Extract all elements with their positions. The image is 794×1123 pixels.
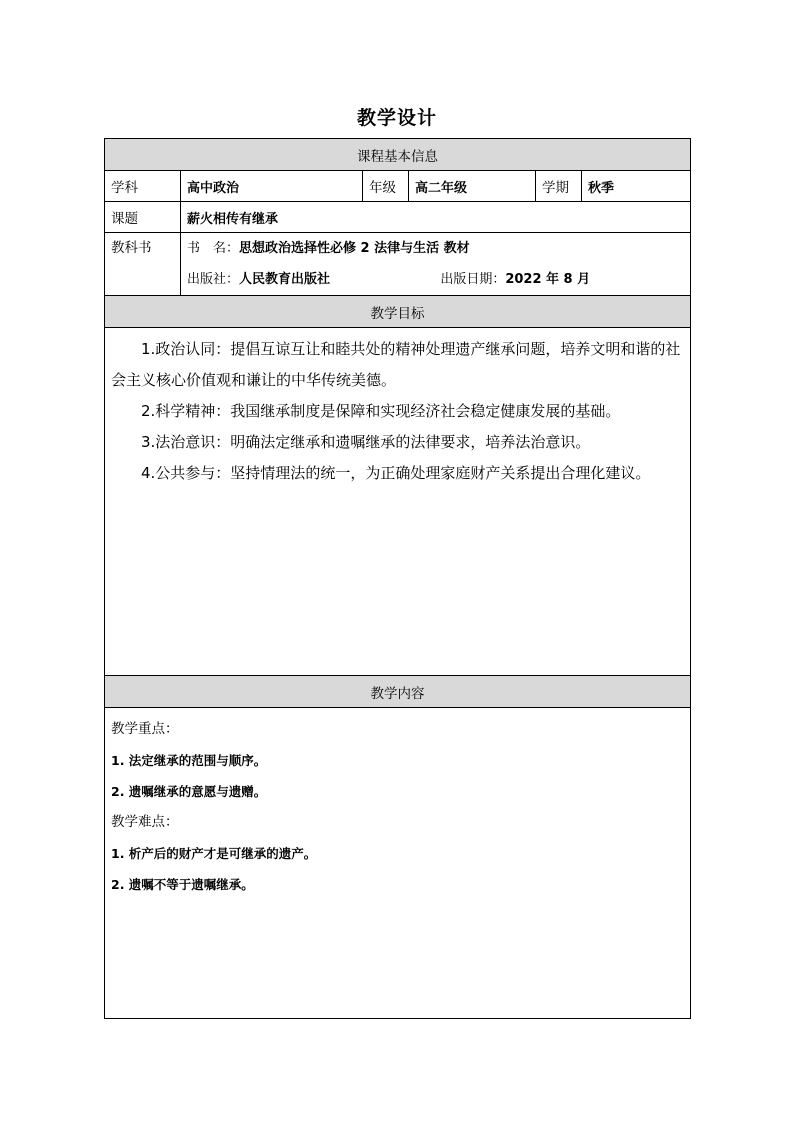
grade-value: 高二年级	[409, 171, 536, 202]
difficulties-label: 教学难点：	[111, 814, 179, 830]
textbook-label-text: 教科书	[111, 240, 152, 256]
objective-item: 1.政治认同：提倡互谅互让和睦共处的精神处理遗产继承问题，培养文明和谐的社会主义核心价值观和谦让的中华传统美德。	[111, 340, 681, 389]
publisher-prefix: 出版社：	[187, 272, 240, 287]
publisher-name: 人民教育出版社	[239, 272, 331, 287]
subject-label: 学科	[105, 171, 181, 202]
objectives-header: 教学目标	[105, 296, 691, 328]
page-title: 教学设计	[356, 107, 437, 129]
key-point-item: 2. 遗嘱继承的意愿与遗赠。	[111, 784, 267, 799]
difficulty-item: 2. 遗嘱不等于遗嘱继承。	[111, 877, 254, 892]
textbook-info	[181, 233, 691, 296]
difficulty-item: 1. 析产后的财产才是可继承的遗产。	[111, 846, 317, 861]
basic-info-header: 课程基本信息	[105, 139, 691, 171]
topic-value: 薪火相传有继承	[181, 202, 691, 233]
key-point-item: 1. 法定继承的范围与顺序。	[111, 753, 267, 768]
publish-date: 2022 年 8 月	[505, 272, 591, 287]
objective-item: 4.公共参与：坚持情理法的统一，为正确处理家庭财产关系提出合理化建议。	[141, 464, 651, 482]
grade-label: 年级	[363, 171, 409, 202]
term-value: 秋季	[582, 171, 691, 202]
term-label: 学期	[536, 171, 582, 202]
content-body	[105, 708, 691, 1019]
objective-item: 3.法治意识：明确法定继承和遗嘱继承的法律要求，培养法治意识。	[141, 433, 591, 451]
objective-item: 2.科学精神：我国继承制度是保障和实现经济社会稳定健康发展的基础。	[141, 402, 621, 420]
textbook-label	[105, 233, 181, 296]
objectives-body	[105, 328, 691, 676]
content-header: 教学内容	[105, 676, 691, 708]
publisher-line	[181, 264, 690, 295]
book-name: 思想政治选择性必修 2 法律与生活 教材	[239, 241, 470, 256]
book-name-line	[181, 233, 690, 264]
topic-label: 课题	[105, 202, 181, 233]
subject-value: 高中政治	[181, 171, 363, 202]
lesson-plan-table	[104, 138, 691, 1019]
key-points-label: 教学重点：	[111, 721, 179, 737]
publish-date-prefix: 出版日期：	[440, 272, 506, 287]
book-name-prefix: 书 名：	[187, 241, 240, 256]
